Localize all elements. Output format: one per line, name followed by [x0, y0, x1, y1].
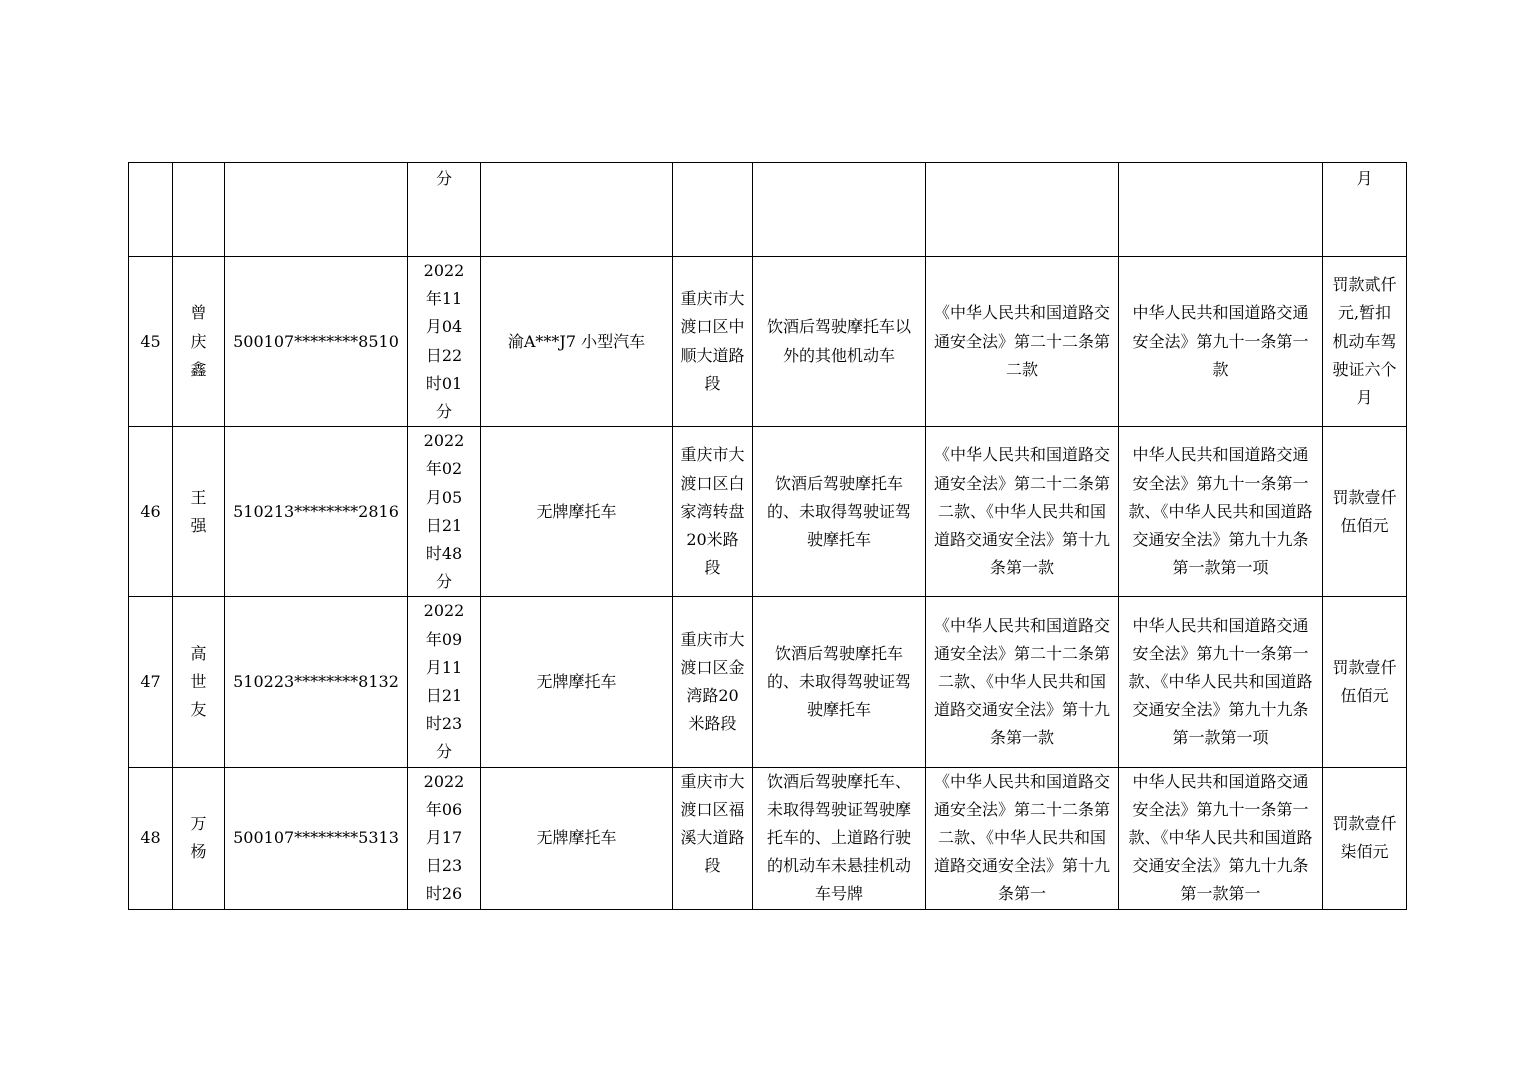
plate-cell: 无牌摩托车 [481, 597, 673, 767]
id-number-cell: 510223********8132 [225, 597, 408, 767]
time-cell: 2022年06月17日23时26 [408, 767, 481, 909]
index-cell [129, 163, 173, 257]
law-basis-cell: 中华人民共和国道路交通安全法》第九十一条第一款、《中华人民共和国道路交通安全法》第九十九条第一款第一 [1119, 767, 1323, 909]
law-violated-cell: 《中华人民共和国道路交通安全法》第二十二条第二款、《中华人民共和国道路交通安全法》第十九条第一款 [926, 427, 1119, 597]
index-cell: 48 [129, 767, 173, 909]
plate-cell: 无牌摩托车 [481, 427, 673, 597]
penalty-cell: 月 [1323, 163, 1407, 257]
id-number-cell [225, 163, 408, 257]
time-cell: 2022年11月04日22时01分 [408, 257, 481, 427]
name-cell [173, 163, 225, 257]
index-cell: 47 [129, 597, 173, 767]
table-row [129, 257, 1407, 427]
time-cell: 分 [408, 163, 481, 257]
id-number-cell: 500107********5313 [225, 767, 408, 909]
name-cell: 高世友 [173, 597, 225, 767]
name-cell: 曾庆鑫 [173, 257, 225, 427]
behavior-cell [753, 163, 926, 257]
behavior-cell: 饮酒后驾驶摩托车的、未取得驾驶证驾驶摩托车 [753, 597, 926, 767]
law-basis-cell: 中华人民共和国道路交通安全法》第九十一条第一款 [1119, 257, 1323, 427]
index-cell: 46 [129, 427, 173, 597]
behavior-cell: 饮酒后驾驶摩托车、未取得驾驶证驾驶摩托车的、上道路行驶的机动车未悬挂机动车号牌 [753, 767, 926, 909]
place-cell: 重庆市大渡口区福溪大道路段 [673, 767, 753, 909]
time-cell: 2022年09月11日21时23分 [408, 597, 481, 767]
law-violated-cell: 《中华人民共和国道路交通安全法》第二十二条第二款、《中华人民共和国道路交通安全法》第十九条第一款 [926, 597, 1119, 767]
penalty-cell: 罚款壹仟伍佰元 [1323, 427, 1407, 597]
penalty-cell: 罚款壹仟伍佰元 [1323, 597, 1407, 767]
place-cell: 重庆市大渡口区金湾路20米路段 [673, 597, 753, 767]
id-number-cell: 500107********8510 [225, 257, 408, 427]
name-cell: 万杨 [173, 767, 225, 909]
law-violated-cell: 《中华人民共和国道路交通安全法》第二十二条第二款 [926, 257, 1119, 427]
violation-records-table [128, 162, 1407, 910]
name-cell: 王强 [173, 427, 225, 597]
table-row [129, 597, 1407, 767]
plate-cell: 无牌摩托车 [481, 767, 673, 909]
index-cell: 45 [129, 257, 173, 427]
penalty-cell: 罚款贰仟元,暂扣机动车驾驶证六个月 [1323, 257, 1407, 427]
law-basis-cell: 中华人民共和国道路交通安全法》第九十一条第一款、《中华人民共和国道路交通安全法》第九十九条第一款第一项 [1119, 597, 1323, 767]
table-row [129, 427, 1407, 597]
table-row [129, 163, 1407, 257]
law-violated-cell: 《中华人民共和国道路交通安全法》第二十二条第二款、《中华人民共和国道路交通安全法》第十九条第一 [926, 767, 1119, 909]
time-cell: 2022年02月05日21时48分 [408, 427, 481, 597]
penalty-cell: 罚款壹仟柒佰元 [1323, 767, 1407, 909]
plate-cell [481, 163, 673, 257]
place-cell [673, 163, 753, 257]
place-cell: 重庆市大渡口区白家湾转盘20米路段 [673, 427, 753, 597]
id-number-cell: 510213********2816 [225, 427, 408, 597]
plate-cell: 渝A***J7 小型汽车 [481, 257, 673, 427]
law-violated-cell [926, 163, 1119, 257]
place-cell: 重庆市大渡口区中顺大道路段 [673, 257, 753, 427]
behavior-cell: 饮酒后驾驶摩托车的、未取得驾驶证驾驶摩托车 [753, 427, 926, 597]
law-basis-cell [1119, 163, 1323, 257]
behavior-cell: 饮酒后驾驶摩托车以外的其他机动车 [753, 257, 926, 427]
law-basis-cell: 中华人民共和国道路交通安全法》第九十一条第一款、《中华人民共和国道路交通安全法》第九十九条第一款第一项 [1119, 427, 1323, 597]
table-row [129, 767, 1407, 909]
